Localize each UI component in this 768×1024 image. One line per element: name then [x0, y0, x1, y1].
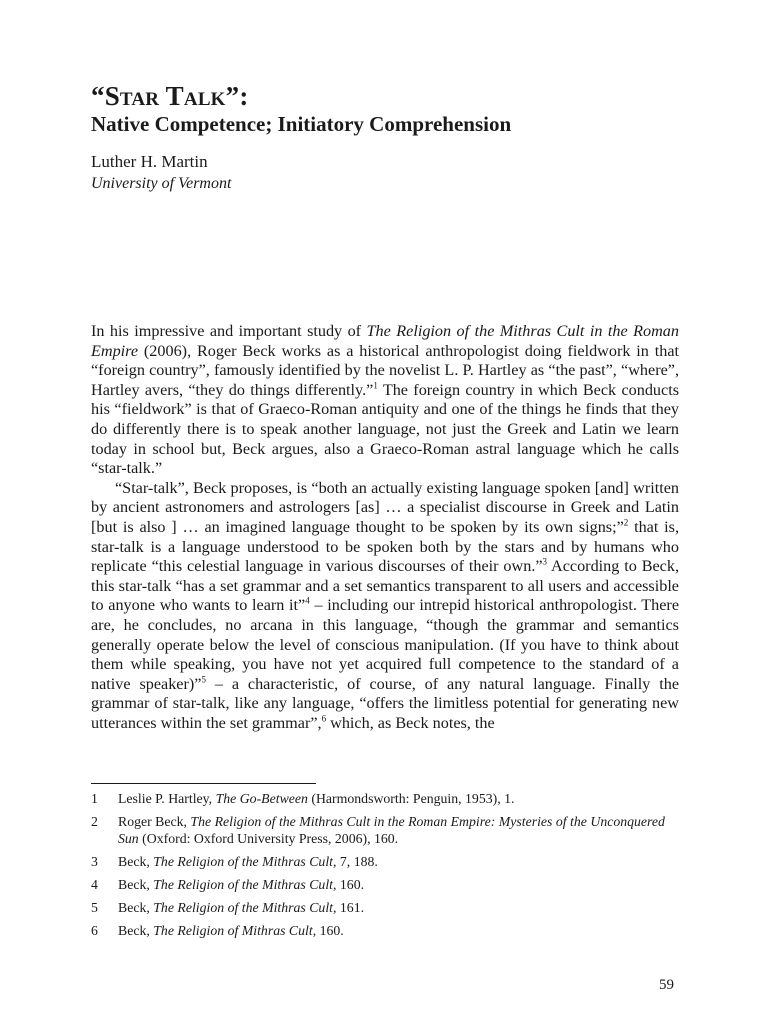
footnote — [91, 876, 679, 893]
footnote-text — [118, 853, 679, 870]
text-run: , 160. — [333, 877, 365, 892]
text-run: – a characteristic, of course, of any natural language. Finally the grammar of star-talk, like any language, “offers the limitless potential for generating new utterances within the set grammar”, — [91, 674, 679, 732]
italic-title: The Religion of Mithras Cult — [153, 923, 313, 938]
footnote-text — [118, 876, 679, 893]
footnote-number: 5 — [91, 900, 98, 915]
text-run: “Star-talk”, Beck proposes, is “both an actually existing language spoken [and] written by ancient astronomers and astrologers [as] … a specialist discourse in Greek and Latin [but is also ] … an imagined language thought to be spoken by its own signs;” — [91, 478, 679, 536]
text-run: (Oxford: Oxford University Press, 2006), 160. — [138, 831, 399, 846]
footnote — [91, 922, 679, 939]
italic-title: The Religion of the Mithras Cult — [153, 877, 333, 892]
footnote — [91, 899, 679, 916]
text-run: According to Beck, this star-talk “has a set grammar and a set semantics transparent to all users and accessible to anyone who wants to learn it” — [91, 557, 679, 615]
author-affiliation: University of Vermont — [91, 175, 232, 192]
text-run: Beck, — [118, 877, 154, 892]
footnote-text — [118, 790, 679, 807]
paragraph — [91, 479, 679, 734]
footnote-ref: 1 — [373, 380, 378, 391]
text-run: – including our intrepid historical anthropologist. There are, he concludes, no arcana in this language, “though the grammar and semantics generally operate below the level of conscious manipulation. (If you have to think about them while speaking, you have not yet acquired full competence to the standard of a native speaker)” — [91, 596, 679, 693]
footnote — [91, 790, 679, 807]
footnote-ref: 4 — [305, 595, 310, 606]
page-number: 59 — [659, 977, 674, 993]
italic-title: The Religion of the Mithras Cult in the Roman Empire — [91, 322, 679, 360]
footnote — [91, 813, 679, 847]
text-run: , 7, 188. — [333, 854, 378, 869]
article-title: “Star Talk”: — [91, 81, 249, 111]
footnote-ref: 6 — [321, 713, 327, 724]
text-run: Beck, — [118, 854, 154, 869]
footnotes — [91, 790, 679, 945]
italic-title: The Religion of the Mithras Cult — [153, 854, 333, 869]
text-run: Beck, — [118, 923, 154, 938]
text-run: (Harmondsworth: Penguin, 1953), 1. — [307, 791, 515, 806]
body-text — [91, 322, 679, 733]
paragraph — [91, 322, 679, 479]
text-run: (2006), Roger Beck works as a historical anthropologist doing fieldwork in that “foreign country”, famously identified by the novelist L. P. Hartley as “the past”, “where”, Hartley avers, “they do things differently.” — [91, 341, 679, 399]
footnote-number: 4 — [91, 877, 98, 892]
footnote-text — [118, 813, 679, 847]
article-subtitle: Native Competence; Initiatory Comprehension — [91, 112, 512, 136]
footnote-number: 1 — [91, 791, 98, 806]
text-run: , 160. — [312, 923, 344, 938]
italic-title: The Go-Between — [215, 791, 308, 806]
footnote-number: 6 — [91, 923, 98, 938]
text-run: Roger Beck, — [118, 814, 191, 829]
footnote-number: 2 — [91, 814, 98, 829]
text-run: that is, star-talk is a language understood to be spoken both by the stars and by humans who replicate “this celestial language in various discourses of their own.” — [91, 517, 679, 576]
text-run: , 161. — [333, 900, 365, 915]
text-run: Leslie P. Hartley, — [118, 791, 216, 806]
footnote-ref: 5 — [201, 674, 206, 685]
italic-title: The Religion of the Mithras Cult — [153, 900, 333, 915]
footnote — [91, 853, 679, 870]
text-run: The foreign country in which Beck conducts his “fieldwork” is that of Graeco-Roman antiquity and one of the things he finds that they do differently there is to speak another language, not just the Greek and Latin we learn today in school but, Beck argues, also a Graeco-Roman astral language which he calls “star-talk.” — [91, 380, 679, 478]
footnote-text — [118, 899, 679, 916]
footnote-ref: 3 — [542, 556, 548, 567]
italic-title: The Religion of the Mithras Cult in the Roman Empire: Mysteries of the Unconquered Sun — [118, 814, 665, 846]
footnote-number: 3 — [91, 854, 98, 869]
author-name: Luther H. Martin — [91, 152, 208, 171]
footnote-separator — [91, 783, 316, 784]
text-run: Beck, — [118, 900, 154, 915]
text-run: which, as Beck notes, the — [326, 713, 495, 732]
footnote-text — [118, 922, 679, 939]
text-run: In his impressive and important study of — [91, 322, 367, 340]
footnote-ref: 2 — [623, 517, 629, 528]
